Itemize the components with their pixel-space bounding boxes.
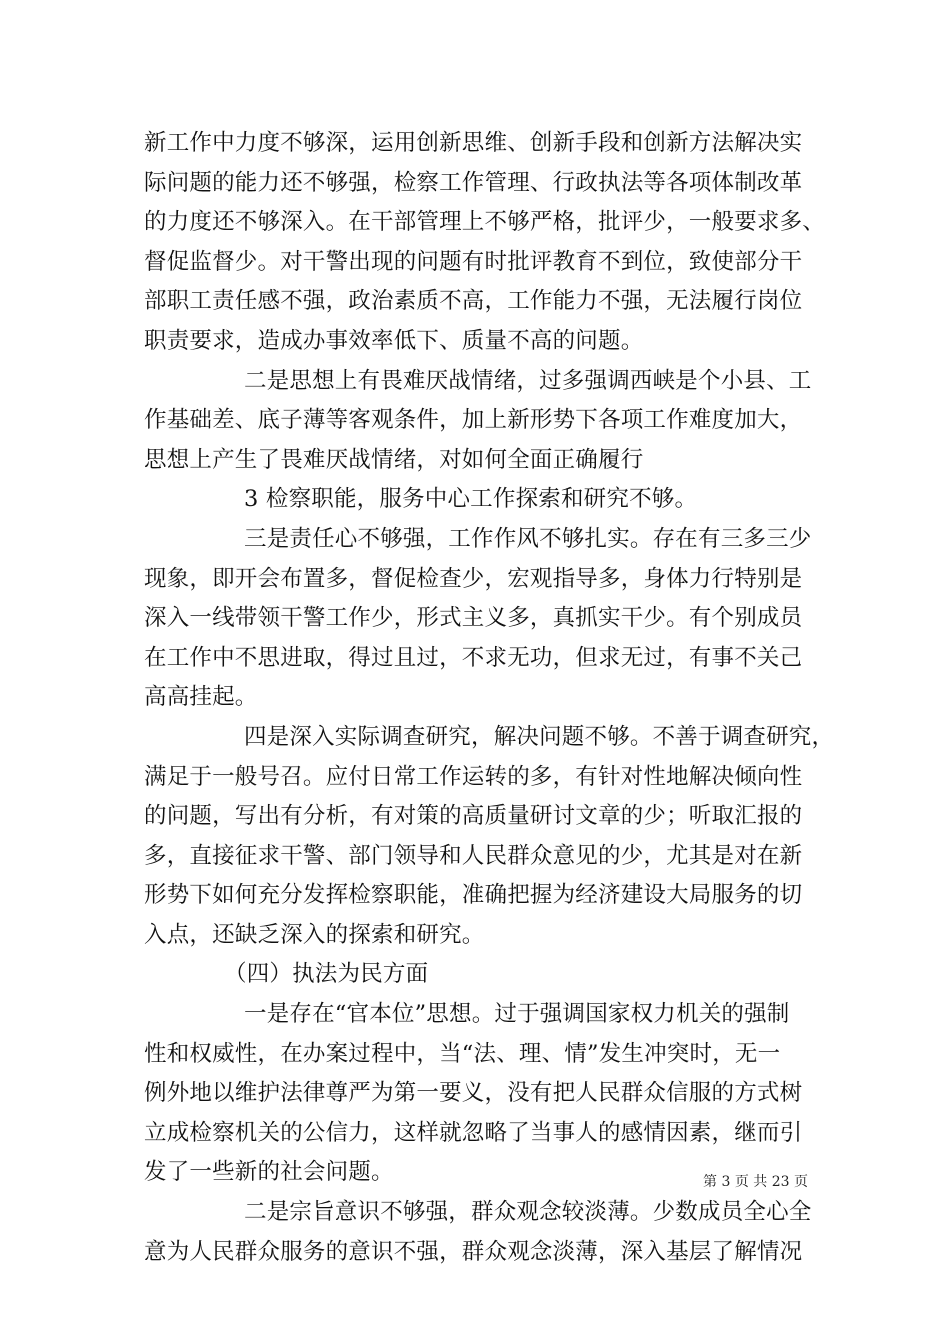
text-line: 在工作中不思进取，得过且过，不求无功，但求无过，有事不关己 (144, 644, 803, 671)
text-line: 的问题，写出有分析，有对策的高质量研讨文章的少；听取汇报的 (144, 803, 803, 830)
text-line: 新工作中力度不够深，运用创新思维、创新手段和创新方法解决实 (144, 130, 803, 156)
text-line: 的力度还不够深入。在干部管理上不够严格，批评少，一般要求多、 (144, 209, 826, 236)
text-line: 性和权威性，在办案过程中，当“法、理、情”发生冲突时，无一 (144, 1040, 781, 1067)
page-number-footer: 第 3 页 共 23 页 (703, 1174, 808, 1190)
text-line: 思想上产生了畏难厌战情绪，对如何全面正确履行 (144, 446, 644, 473)
text-line: 立成检察机关的公信力，这样就忽略了当事人的感情因素，继而引 (144, 1119, 803, 1146)
text-line: 意为人民群众服务的意识不强，群众观念淡薄，深入基层了解情况 (144, 1238, 803, 1265)
text-line: 深入一线带领干警工作少，形式主义多，真抓实干少。有个别成员 (144, 605, 803, 632)
text-line: 多，直接征求干警、部门领导和人民群众意见的少，尤其是对在新 (144, 842, 803, 869)
document-body (144, 124, 835, 1272)
paragraph-start-line: 四是深入实际调查研究，解决问题不够。不善于调查研究， (244, 723, 835, 750)
text-line: 高高挂起。 (144, 684, 258, 711)
text-line: 满足于一般号召。应付日常工作运转的多，有针对性地解决倾向性 (144, 763, 803, 790)
text-line: 入点，还缺乏深入的探索和研究。 (144, 921, 485, 948)
paragraph-start-line: 二是宗旨意识不够强，群众观念较淡薄。少数成员全心全 (244, 1199, 812, 1226)
text-line: 作基础差、底子薄等客观条件，加上新形势下各项工作难度加大， (144, 407, 803, 434)
paragraph-start-line: 一是存在“官本位”思想。过于强调国家权力机关的强制 (244, 1001, 790, 1028)
text-line: 职责要求，造成办事效率低下、质量不高的问题。 (144, 327, 644, 354)
paragraph-start-line: 三是责任心不够强，工作作风不够扎实。存在有三多三少 (244, 525, 812, 552)
paragraph-start-line: 3 检察职能，服务中心工作探索和研究不够。 (244, 486, 698, 513)
text-line: 发了一些新的社会问题。 (144, 1159, 394, 1186)
text-line: 际问题的能力还不够强，检察工作管理、行政执法等各项体制改革 (144, 169, 803, 196)
text-line: 例外地以维护法律尊严为第一要义，没有把人民群众信服的方式树 (144, 1080, 803, 1107)
text-line: 督促监督少。对干警出现的问题有时批评教育不到位，致使部分干 (144, 248, 803, 275)
paragraph-start-line: 二是思想上有畏难厌战情绪，过多强调西峡是个小县、工 (244, 367, 812, 394)
text-line: 现象，即开会布置多，督促检查少，宏观指导多，身体力行特别是 (144, 565, 803, 592)
text-line: 部职工责任感不强，政治素质不高，工作能力不强，无法履行岗位 (144, 288, 803, 315)
section-heading: （四）执法为民方面 (224, 961, 429, 988)
text-line: 形势下如何充分发挥检察职能，准确把握为经济建设大局服务的切 (144, 882, 803, 909)
